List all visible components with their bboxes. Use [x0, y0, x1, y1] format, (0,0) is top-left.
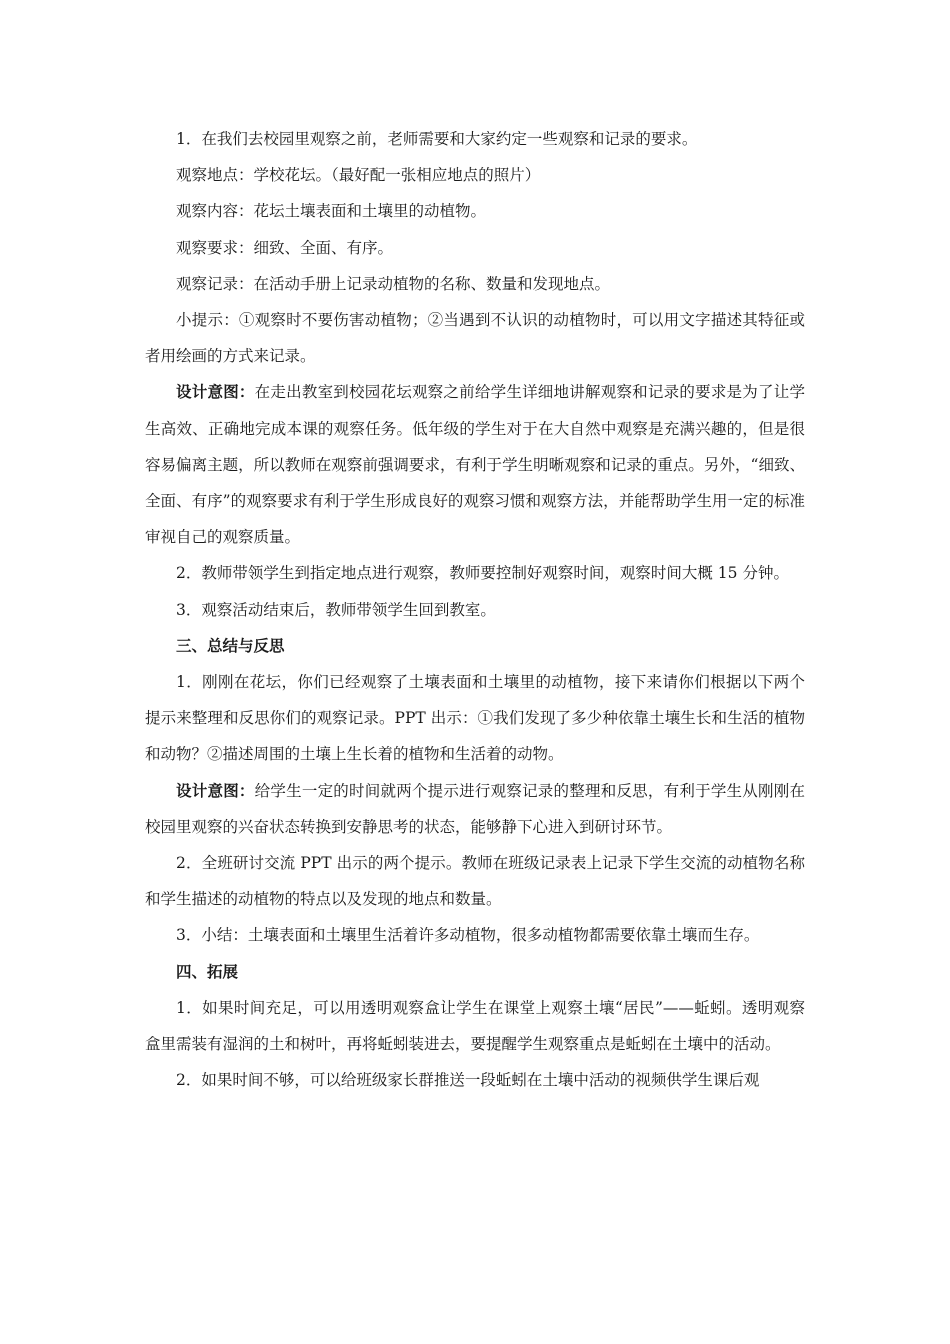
paragraph-text: 小提示：①观察时不要伤害动植物；②当遇到不认识的动植物时，可以用文字描述其特征或者用绘画的方式来记录。	[145, 311, 805, 366]
paragraph-text: 给学生一定的时间就两个提示进行观察记录的整理和反思，有利于学生从刚刚在校园里观察的兴奋状态转换到安静思考的状态，能够静下心进入到研讨环节。	[145, 781, 805, 836]
paragraph-text: 3．观察活动结束后，教师带领学生回到教室。	[176, 600, 496, 619]
paragraph-text: 2．教师带领学生到指定地点进行观察，教师要控制好观察时间，观察时间大概 15 分钟。	[176, 564, 789, 583]
paragraph	[145, 157, 805, 193]
paragraph	[145, 845, 805, 917]
paragraph-text: 3．小结：土壤表面和土壤里生活着许多动植物，很多动植物都需要依靠土壤而生存。	[176, 926, 760, 945]
paragraph	[145, 664, 805, 773]
paragraph-text: 观察内容：花坛土壤表面和土壤里的动植物。	[176, 202, 487, 221]
paragraph	[145, 266, 805, 302]
paragraph	[145, 302, 805, 374]
paragraph	[145, 917, 805, 953]
paragraph-lead: 设计意图：	[176, 382, 255, 402]
paragraph	[145, 1062, 805, 1098]
paragraph	[145, 555, 805, 591]
paragraph-text: 2．如果时间不够，可以给班级家长群推送一段蚯蚓在土壤中活动的视频供学生课后观	[176, 1071, 760, 1090]
section-heading	[145, 628, 805, 664]
paragraph-text: 观察记录：在活动手册上记录动植物的名称、数量和发现地点。	[176, 274, 611, 293]
paragraph	[145, 193, 805, 229]
paragraph	[145, 121, 805, 157]
paragraph-text: 1．如果时间充足，可以用透明观察盒让学生在课堂上观察土壤“居民”——蚯蚓。透明观察盒里需装有湿润的土和树叶，再将蚯蚓装进去，要提醒学生观察重点是蚯蚓在土壤中的活动。	[145, 998, 805, 1054]
paragraph	[145, 230, 805, 266]
section-heading	[145, 954, 805, 990]
paragraph-text: 在走出教室到校园花坛观察之前给学生详细地讲解观察和记录的要求是为了让学生高效、正确地完成本课的观察任务。低年级的学生对于在大自然中观察是充满兴趣的，但是很容易偏离主题，所以教师在观察前强调要求，有利于学生明晰观察和记录的重点。另外，“细致、全面、有序”的观察要求有利于学生形成良好的观察习惯和观察方法，并能帮助学生用一定的标准审视自己的观察质量。	[145, 383, 805, 547]
paragraph	[145, 592, 805, 628]
section-heading-text: 四、拓展	[176, 961, 239, 981]
design-intent-paragraph	[145, 773, 805, 845]
paragraph-text: 2．全班研讨交流 PPT 出示的两个提示。教师在班级记录表上记录下学生交流的动植物名称和学生描述的动植物的特点以及发现的地点和数量。	[145, 854, 805, 909]
paragraph-lead: 设计意图：	[176, 780, 255, 800]
section-heading-text: 三、总结与反思	[176, 635, 285, 655]
paragraph-text: 观察要求：细致、全面、有序。	[176, 238, 394, 257]
paragraph-text: 1．刚刚在花坛，你们已经观察了土壤表面和土壤里的动植物，接下来请你们根据以下两个提示来整理和反思你们的观察记录。PPT 出示：①我们发现了多少种依靠土壤生长和生活的植物和动物？②描述周围的土壤上生长着的植物和生活着的动物。	[145, 673, 805, 764]
paragraph-text: 1．在我们去校园里观察之前，老师需要和大家约定一些观察和记录的要求。	[176, 130, 698, 148]
paragraph	[145, 990, 805, 1062]
paragraph-text: 观察地点：学校花坛。（最好配一张相应地点的照片）	[176, 166, 541, 185]
document-body	[145, 121, 805, 1098]
design-intent-paragraph	[145, 374, 805, 555]
